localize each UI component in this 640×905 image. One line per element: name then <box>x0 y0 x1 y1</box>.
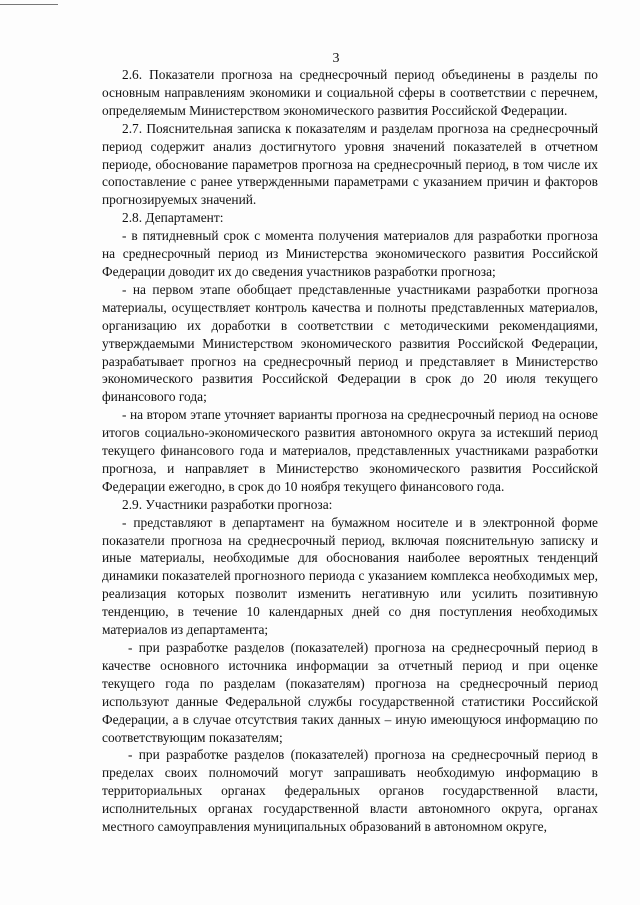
paragraph-2-8-heading: 2.8. Департамент: <box>122 210 224 226</box>
page-number: 3 <box>332 51 340 66</box>
paragraph-2-8-item-1: - в пятидневный срок с момента получения материалов для разработки прогноза на среднесрочный период из Министерства экономического развития Российской Федерации доводит их до сведения участников разработки прогноза; <box>102 228 598 279</box>
paragraph-2-7: 2.7. Пояснительная записка к показателям и разделам прогноза на среднесрочный период содержит анализ достигнутого уровня значений показателей в отчетном периоде, обоснование параметров прогноза на среднесрочный период, в том числе их сопоставление с ранее утвержденными параметрами с указанием причин и факторов прогнозируемых значений. <box>102 120 598 208</box>
paragraph-2-8-item-2: - на первом этапе обобщает представленные участниками разработки прогноза материалы, осуществляет контроль качества и полноты представленных материалов, организацию их доработки в соответствии с методическими рекомендациями, утверждаемыми Министерством экономического развития Российской Федерации, разрабатывает прогноз на среднесрочный период и представляет в Министерство экономического развития Российской Федерации в срок до 20 июля текущего финансового года; <box>102 281 598 405</box>
paragraph-2-6: 2.6. Показатели прогноза на среднесрочный период объединены в разделы по основным направлениям экономики и социальной сферы в соответствии с перечнем, определяемым Министерством экономического развития Российской Федерации. <box>102 67 598 118</box>
paragraph-2-9-heading: 2.9. Участники разработки прогноза: <box>122 496 333 512</box>
document-body <box>102 66 598 836</box>
paragraph-2-9-item-1: - представляют в департамент на бумажном носителе и в электронной форме показатели прогноза на среднесрочный период, включая пояснительную записку и иные материалы, необходимые для обоснования наиболее вероятных тенденций динамики показателей прогнозного периода с указанием комплекса необходимых мер, реализация которых позволит изменить негативную или усилить позитивную тенденцию, в течение 10 календарных дней со дня поступления необходимых материалов из департамента; <box>102 514 598 638</box>
paragraph-2-9-item-2: - при разработке разделов (показателей) прогноза на среднесрочный период в качестве основного источника информации за отчетный период и при оценке текущего года по разделам (показателям) прогноза на среднесрочный период используют данные Федеральной службы государственной статистики Российской Федерации, а в случае отсутствия таких данных – иную имеющуюся информацию по соответствующим показателям; <box>102 640 598 745</box>
top-rule <box>0 4 58 5</box>
paragraph-2-8-item-3: - на втором этапе уточняет варианты прогноза на среднесрочный период на основе итогов социально-экономического развития автономного округа за истекший период текущего финансового года и материалов, представленных участниками разработки прогноза, и направляет в Министерство экономического развития Российской Федерации ежегодно, в срок до 10 ноября текущего финансового года. <box>102 407 598 494</box>
paragraph-2-9-item-3: - при разработке разделов (показателей) прогноза на среднесрочный период в пределах своих полномочий могут запрашивать необходимую информацию в территориальных органах федеральных органов государственной власти, исполнительных органах государственной власти автономного округа, органах местного самоуправления муниципальных образований в автономном округе, <box>102 747 598 835</box>
